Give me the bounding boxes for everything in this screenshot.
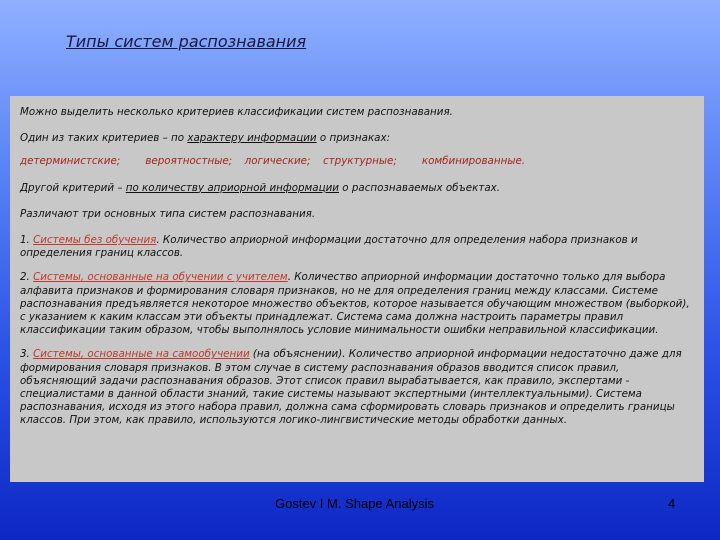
intro-paragraph: Можно выделить несколько критериев классификации систем распознавания. bbox=[20, 106, 453, 118]
type2-paragraph bbox=[20, 271, 692, 337]
type1-number: 1. bbox=[20, 234, 34, 247]
type2-link[interactable]: Системы, основанные на обучении с учителем bbox=[33, 271, 288, 284]
criterion2-link[interactable]: по количеству априорной информации bbox=[125, 181, 339, 194]
criterion1-tail: о признаках: bbox=[316, 132, 391, 145]
type1-link[interactable]: Системы без обучения bbox=[33, 234, 157, 247]
criterion2-paragraph bbox=[20, 182, 692, 195]
type3-link[interactable]: Системы, основанные на самообучении bbox=[33, 348, 250, 361]
type3-text: (на объяснении). Количество априорной информации недостаточно даже для формирования словаря признаков. В этом случае в систему распознавания образов вводится список правил, объясняющий задачи распознавания образов. Этот список правил вырабатывается, как правило, экспертами - специалистами в данной области знаний, такие системы называют экспертными (интеллектуальными). Система распознавания, исходя из этого набора правил, должна сама сформировать словарь признаков и определить границы классов. При этом, как правило, используются логико-лингвистические методы обработки данных. bbox=[20, 348, 682, 427]
three-types-paragraph: Различают три основных типа систем распознавания. bbox=[20, 207, 316, 220]
type2-text: . Количество априорной информации достаточно только для выбора алфавита признаков и формирования словаря признаков, но не для определения границ между классами. Системе распознавания предъявляется некоторое множество объектов, которое называется обучающим множеством (выборкой), с указанием к каким классам эти объекты принадлежат. Система сама должна настроить параметры правил классификации таким образом, чтобы выполнялось условие минимальности ошибки неправильной классификации. bbox=[20, 271, 690, 337]
page-number: 4 bbox=[668, 496, 676, 511]
type3-number: 3. bbox=[20, 348, 34, 361]
type3-paragraph bbox=[20, 348, 692, 427]
type1-text: . Количество априорной информации достаточно для определения набора признаков и определения границ классов. bbox=[20, 234, 638, 260]
type2-number: 2. bbox=[20, 271, 34, 284]
criterion1-paragraph bbox=[20, 132, 692, 145]
slide-title: Типы систем распознавания bbox=[66, 32, 307, 51]
kinds-list: детерминистские; вероятностные; логические; структурные; комбинированные. bbox=[20, 155, 526, 168]
slide-body bbox=[20, 104, 692, 428]
footer-author: Gostev I M. Shape Analysis bbox=[275, 496, 434, 511]
criterion1-text: Один из таких критериев – по bbox=[20, 132, 188, 145]
criterion1-link[interactable]: характеру информации bbox=[187, 132, 317, 145]
criterion2-tail: о распознаваемых объектах. bbox=[339, 181, 501, 194]
criterion2-text: Другой критерий – bbox=[20, 181, 126, 194]
type1-paragraph bbox=[20, 234, 692, 260]
